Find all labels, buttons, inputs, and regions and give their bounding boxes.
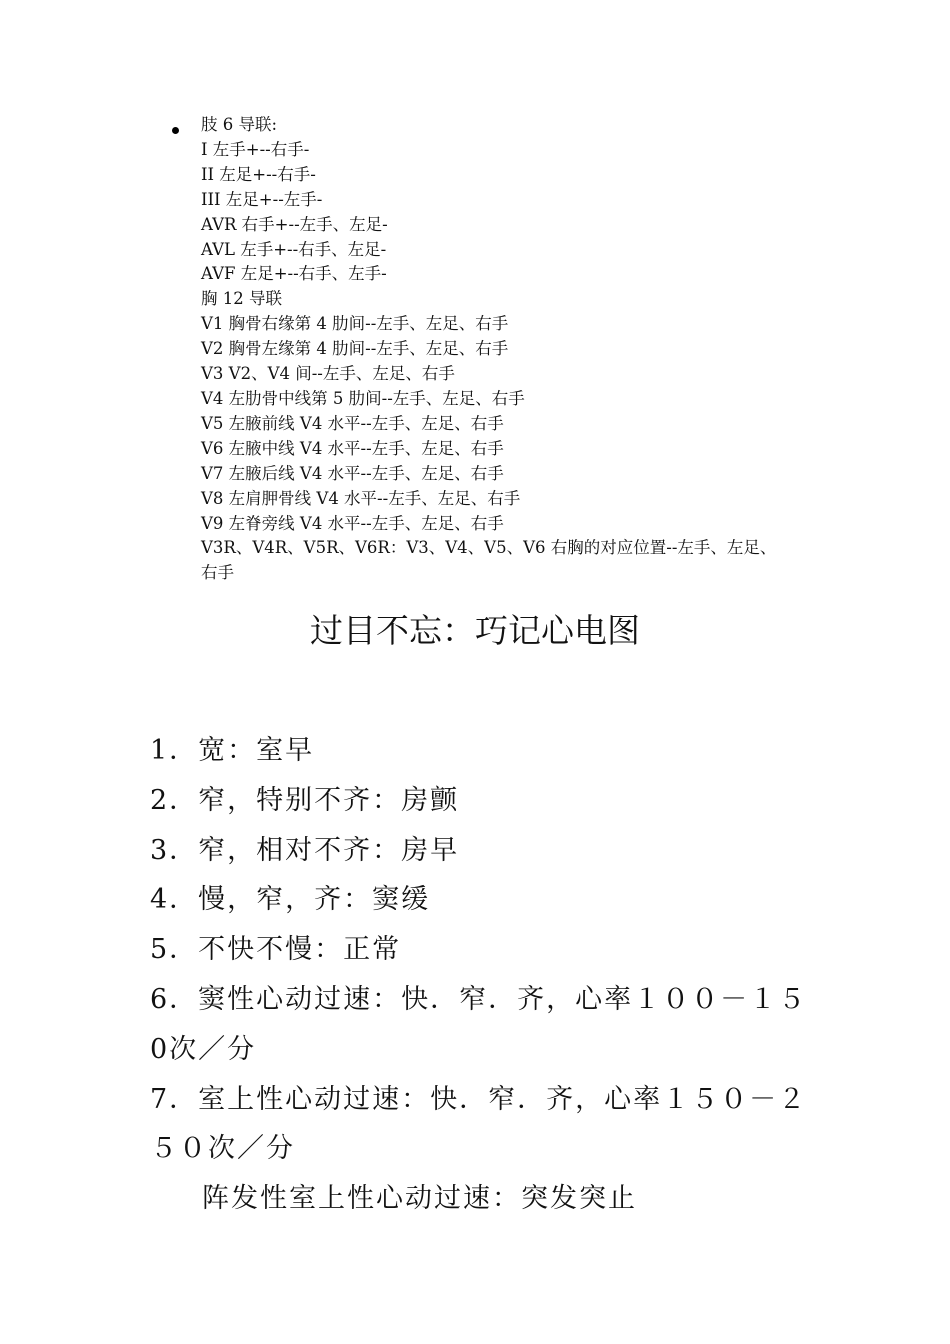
lead-line: AVF 左足+--右手、左手- — [201, 264, 387, 284]
lead-line: V3R、V4R、V5R、V6R：V3、V4、V5、V6 右胸的对应位置--左手、左足、 — [201, 538, 777, 558]
lead-line: 右手 — [201, 563, 234, 583]
lead-line: 肢 6 导联: — [201, 115, 278, 134]
lead-line: I 左手+--右手- — [201, 139, 310, 159]
mnemonic-item: 4．慢，窄，齐：窦缓 — [150, 884, 431, 916]
page-title: 过目不忘：巧记心电图 — [310, 611, 640, 650]
lead-line: 胸 12 导联 — [201, 289, 282, 309]
mnemonic-item: 5．不快不慢：正常 — [150, 934, 402, 966]
lead-line: V3 V2、V4 间--左手、左足、右手 — [201, 364, 455, 384]
mnemonic-item: 3．窄，相对不齐：房早 — [150, 834, 460, 866]
lead-line: V2 胸骨左缘第 4 肋间--左手、左足、右手 — [201, 339, 509, 359]
mnemonic-list — [150, 726, 810, 1224]
lead-line: V9 左脊旁线 V4 水平--左手、左足、右手 — [201, 513, 504, 533]
lead-line: III 左足+--左手- — [201, 189, 323, 209]
lead-line: AVL 左手+--右手、左足- — [201, 239, 387, 259]
lead-lines — [201, 113, 821, 586]
lead-line: II 左足+--右手- — [201, 164, 316, 184]
mnemonic-item: 7．室上性心动过速：快．窄．齐，心率１５０－２ — [150, 1083, 808, 1115]
mnemonic-item: 2．窄，特别不齐：房颤 — [150, 784, 460, 816]
bullet-icon — [172, 127, 179, 134]
lead-line: V7 左腋后线 V4 水平--左手、左足、右手 — [201, 463, 504, 483]
lead-line: AVR 右手+--左手、左足- — [201, 214, 388, 234]
mnemonic-item: 6．窦性心动过速：快．窄．齐，心率１００－１５ — [150, 983, 808, 1015]
lead-line: V5 左腋前线 V4 水平--左手、左足、右手 — [201, 413, 504, 433]
lead-line: V8 左肩胛骨线 V4 水平--左手、左足、右手 — [201, 488, 521, 508]
lead-line: V1 胸骨右缘第 4 肋间--左手、左足、右手 — [201, 314, 509, 334]
lead-line: V4 左肋骨中线第 5 肋间--左手、左足、右手 — [201, 388, 525, 408]
lead-line: V6 左腋中线 V4 水平--左手、左足、右手 — [201, 438, 504, 458]
mnemonic-item-continuation: ５０次／分 — [150, 1133, 295, 1165]
mnemonic-note: 阵发性室上性心动过速：突发突止 — [202, 1183, 637, 1215]
mnemonic-item: 1．宽：室早 — [150, 735, 315, 766]
mnemonic-item-continuation: 0次／分 — [150, 1033, 257, 1065]
